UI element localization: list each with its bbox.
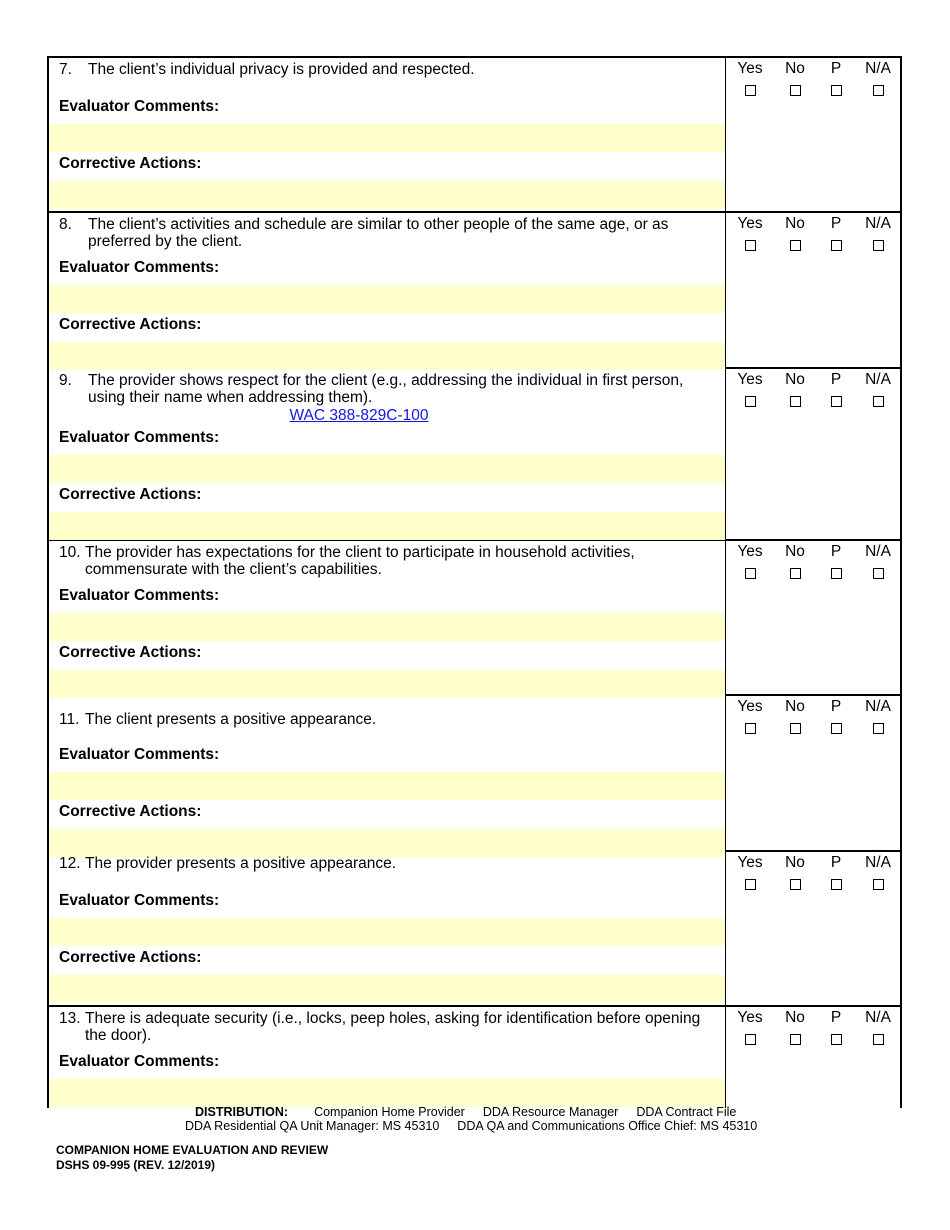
evaluator-comments-label: Evaluator Comments: bbox=[59, 892, 220, 909]
yes-label: Yes bbox=[737, 854, 763, 871]
item-number: 7. bbox=[59, 61, 72, 78]
item-text: The provider has expectations for the client to participate in household activities, commensurate with the client’s capabilities. bbox=[85, 544, 635, 578]
evaluator-comments-field[interactable] bbox=[49, 1079, 725, 1107]
p-checkbox[interactable] bbox=[831, 240, 842, 251]
evaluator-comments-label: Evaluator Comments: bbox=[59, 98, 220, 115]
no-label: No bbox=[785, 1009, 805, 1026]
p-checkbox[interactable] bbox=[831, 723, 842, 734]
form-item-13 bbox=[49, 1007, 900, 1108]
no-label: No bbox=[785, 215, 805, 232]
item-rating-cell bbox=[726, 58, 900, 211]
evaluator-comments-field[interactable] bbox=[49, 772, 725, 800]
na-label: N/A bbox=[865, 854, 891, 871]
p-checkbox[interactable] bbox=[831, 396, 842, 407]
yes-label: Yes bbox=[737, 698, 763, 715]
yes-checkbox[interactable] bbox=[745, 240, 756, 251]
yes-label: Yes bbox=[737, 1009, 763, 1026]
evaluator-comments-field[interactable] bbox=[49, 918, 725, 946]
na-label: N/A bbox=[865, 1009, 891, 1026]
item-rating-cell bbox=[726, 541, 900, 694]
item-number: 13. bbox=[59, 1010, 81, 1027]
evaluator-comments-label: Evaluator Comments: bbox=[59, 259, 220, 276]
item-rating-cell bbox=[726, 696, 900, 850]
yes-checkbox[interactable] bbox=[745, 879, 756, 890]
p-label: P bbox=[830, 215, 842, 232]
item-question-cell bbox=[49, 213, 726, 367]
na-label: N/A bbox=[865, 543, 891, 560]
item-question-cell bbox=[49, 369, 726, 539]
item-number: 11. bbox=[59, 711, 80, 728]
na-checkbox[interactable] bbox=[873, 85, 884, 96]
corrective-actions-label: Corrective Actions: bbox=[59, 803, 202, 820]
no-checkbox[interactable] bbox=[790, 1034, 801, 1045]
item-question-cell bbox=[49, 852, 726, 1005]
item-question-cell bbox=[49, 1007, 726, 1108]
corrective-actions-label: Corrective Actions: bbox=[59, 486, 202, 503]
na-checkbox[interactable] bbox=[873, 879, 884, 890]
distribution-recipient: DDA Contract File bbox=[636, 1105, 737, 1119]
yes-checkbox[interactable] bbox=[745, 723, 756, 734]
item-number: 10. bbox=[59, 544, 81, 561]
p-label: P bbox=[830, 543, 842, 560]
no-label: No bbox=[785, 60, 805, 77]
item-number: 9. bbox=[59, 372, 72, 389]
distribution-label: DISTRIBUTION: bbox=[195, 1105, 289, 1119]
na-checkbox[interactable] bbox=[873, 568, 884, 579]
evaluator-comments-label: Evaluator Comments: bbox=[59, 587, 220, 604]
item-number: 8. bbox=[59, 216, 72, 233]
item-rating-cell bbox=[726, 213, 900, 367]
yes-label: Yes bbox=[737, 543, 763, 560]
distribution-recipient: Companion Home Provider bbox=[314, 1105, 465, 1119]
p-checkbox[interactable] bbox=[831, 568, 842, 579]
yes-checkbox[interactable] bbox=[745, 568, 756, 579]
yes-checkbox[interactable] bbox=[745, 1034, 756, 1045]
corrective-actions-field[interactable] bbox=[49, 512, 725, 540]
no-checkbox[interactable] bbox=[790, 240, 801, 251]
corrective-actions-label: Corrective Actions: bbox=[59, 155, 202, 172]
corrective-actions-label: Corrective Actions: bbox=[59, 949, 202, 966]
yes-checkbox[interactable] bbox=[745, 396, 756, 407]
item-text: The client presents a positive appearance. bbox=[85, 711, 377, 728]
evaluator-comments-field[interactable] bbox=[49, 455, 725, 483]
item-text: The client’s activities and schedule are similar to other people of the same age, or as preferred by the client. bbox=[88, 216, 669, 250]
item-text: The provider presents a positive appearance. bbox=[85, 855, 397, 872]
yes-checkbox[interactable] bbox=[745, 85, 756, 96]
no-checkbox[interactable] bbox=[790, 723, 801, 734]
yes-label: Yes bbox=[737, 371, 763, 388]
p-label: P bbox=[830, 60, 842, 77]
p-label: P bbox=[830, 854, 842, 871]
form-identifier bbox=[56, 1143, 328, 1173]
wac-reference-link[interactable]: WAC 388-829C-100 bbox=[289, 407, 429, 424]
item-text: There is adequate security (i.e., locks, peep holes, asking for identification before opening the door). bbox=[85, 1010, 701, 1044]
corrective-actions-field[interactable] bbox=[49, 975, 725, 1003]
item-number: 12. bbox=[59, 855, 81, 872]
evaluator-comments-field[interactable] bbox=[49, 285, 725, 313]
item-rating-cell bbox=[726, 1007, 900, 1108]
form-number: DSHS 09-995 (REV. 12/2019) bbox=[56, 1158, 215, 1172]
evaluation-form-table bbox=[47, 56, 902, 1108]
evaluator-comments-field[interactable] bbox=[49, 613, 725, 641]
corrective-actions-field[interactable] bbox=[49, 181, 725, 209]
no-label: No bbox=[785, 854, 805, 871]
evaluator-comments-field[interactable] bbox=[49, 124, 725, 152]
distribution-recipient: DDA Residential QA Unit Manager: MS 45310 bbox=[185, 1119, 440, 1133]
form-item-12 bbox=[49, 852, 900, 1007]
item-question-cell bbox=[49, 696, 726, 850]
no-label: No bbox=[785, 543, 805, 560]
p-checkbox[interactable] bbox=[831, 85, 842, 96]
distribution-recipient: DDA Resource Manager bbox=[482, 1105, 619, 1119]
no-checkbox[interactable] bbox=[790, 568, 801, 579]
item-rating-cell bbox=[726, 852, 900, 1005]
na-checkbox[interactable] bbox=[873, 396, 884, 407]
corrective-actions-field[interactable] bbox=[49, 342, 725, 370]
yes-label: Yes bbox=[737, 215, 763, 232]
form-title: COMPANION HOME EVALUATION AND REVIEW bbox=[56, 1143, 329, 1157]
item-rating-cell bbox=[726, 369, 900, 539]
na-label: N/A bbox=[865, 371, 891, 388]
item-text: The provider shows respect for the client (e.g., addressing the individual in first person, using their name when addressing them). bbox=[88, 372, 684, 406]
p-label: P bbox=[830, 1009, 842, 1026]
no-label: No bbox=[785, 698, 805, 715]
form-item-8 bbox=[49, 213, 900, 369]
corrective-actions-field[interactable] bbox=[49, 670, 725, 698]
p-checkbox[interactable] bbox=[831, 1034, 842, 1045]
na-checkbox[interactable] bbox=[873, 240, 884, 251]
na-checkbox[interactable] bbox=[873, 1034, 884, 1045]
p-checkbox[interactable] bbox=[831, 879, 842, 890]
item-question-cell bbox=[49, 58, 726, 211]
evaluator-comments-label: Evaluator Comments: bbox=[59, 1053, 220, 1070]
no-label: No bbox=[785, 371, 805, 388]
item-question-cell bbox=[49, 541, 726, 694]
form-item-11 bbox=[49, 696, 900, 852]
distribution-recipient: DDA QA and Communications Office Chief: MS 45310 bbox=[457, 1119, 758, 1133]
no-checkbox[interactable] bbox=[790, 396, 801, 407]
no-checkbox[interactable] bbox=[790, 85, 801, 96]
na-label: N/A bbox=[865, 215, 891, 232]
form-item-7 bbox=[49, 58, 900, 213]
evaluator-comments-label: Evaluator Comments: bbox=[59, 429, 220, 446]
form-item-10 bbox=[49, 541, 900, 696]
form-item-9 bbox=[49, 369, 900, 541]
item-text: The client’s individual privacy is provided and respected. bbox=[88, 61, 475, 78]
na-checkbox[interactable] bbox=[873, 723, 884, 734]
p-label: P bbox=[830, 698, 842, 715]
corrective-actions-label: Corrective Actions: bbox=[59, 644, 202, 661]
corrective-actions-label: Corrective Actions: bbox=[59, 316, 202, 333]
p-label: P bbox=[830, 371, 842, 388]
no-checkbox[interactable] bbox=[790, 879, 801, 890]
na-label: N/A bbox=[865, 698, 891, 715]
na-label: N/A bbox=[865, 60, 891, 77]
yes-label: Yes bbox=[737, 60, 763, 77]
evaluator-comments-label: Evaluator Comments: bbox=[59, 746, 220, 763]
